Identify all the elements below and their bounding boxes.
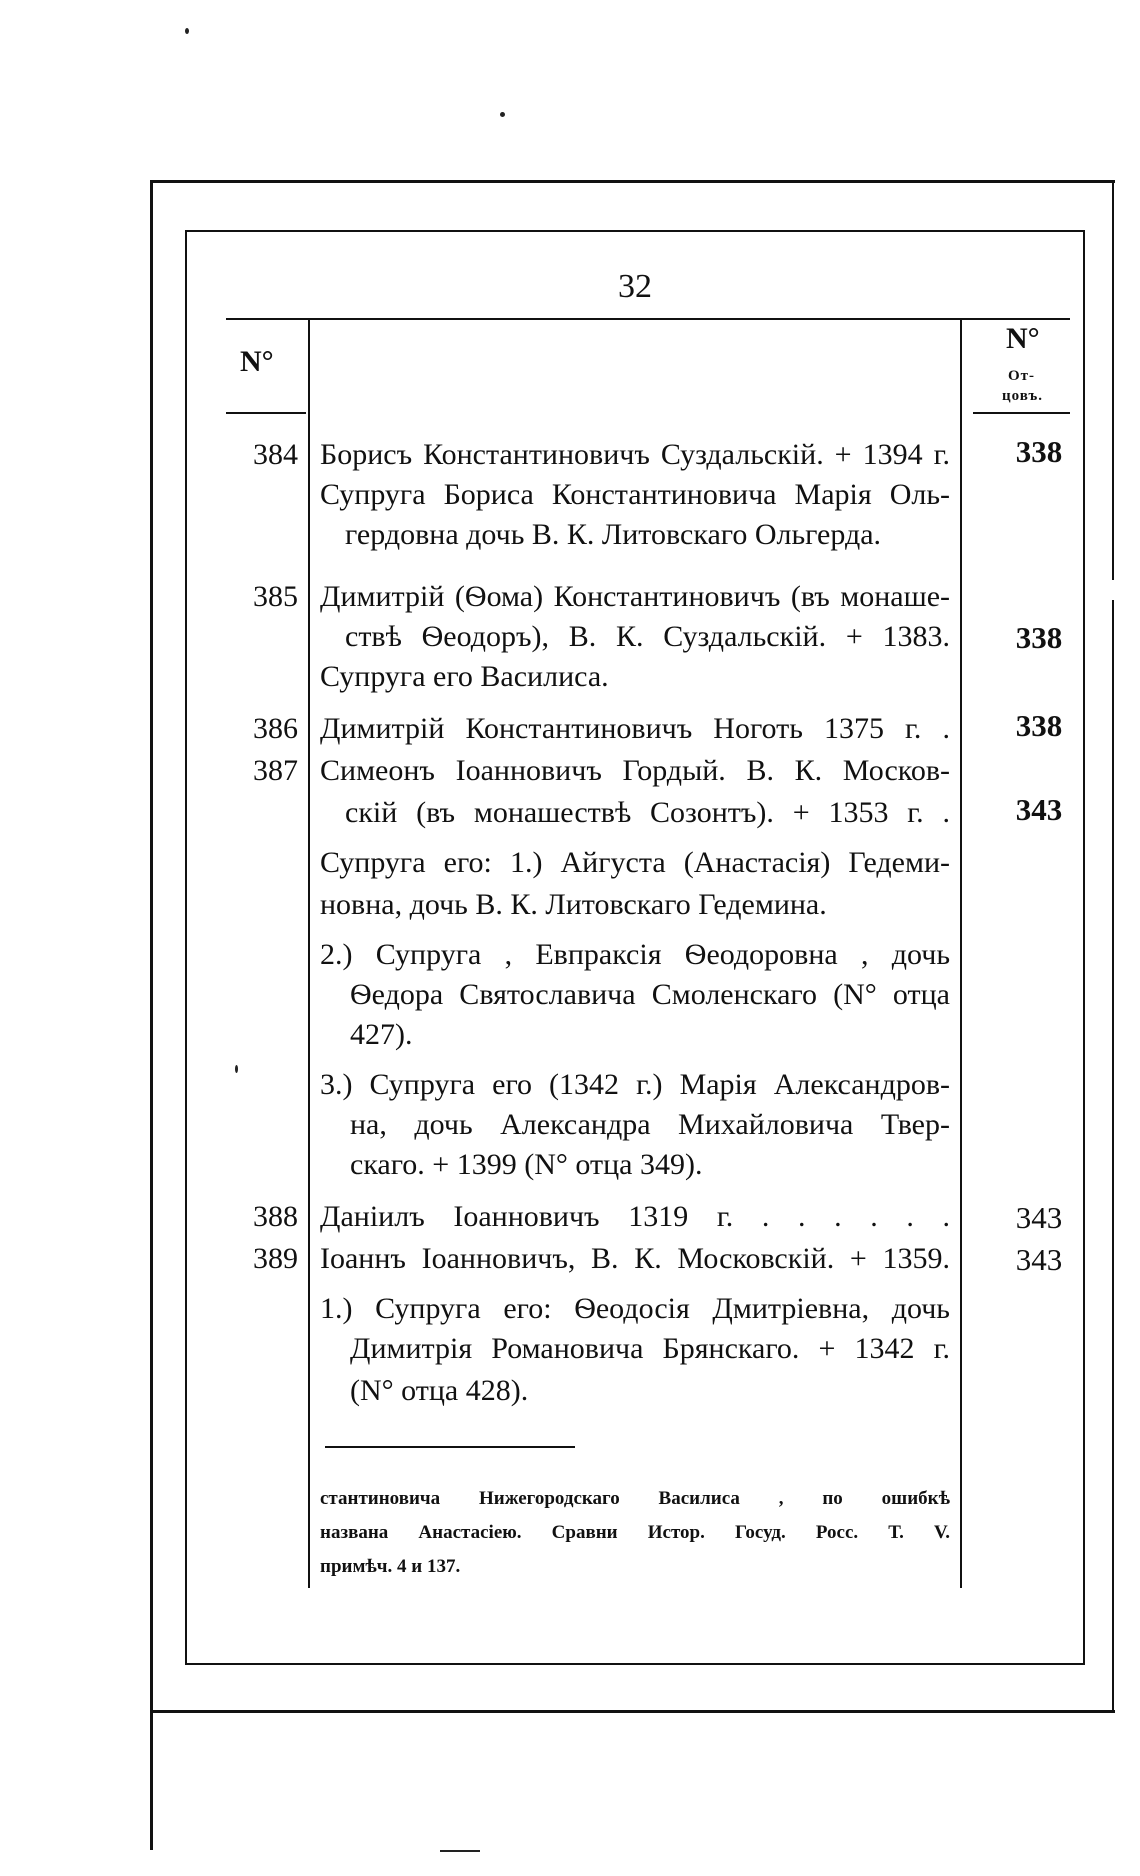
parent-column-header-sub: От- <box>1008 368 1036 384</box>
entry-text-line: ствѣ Ѳеодоръ), В. К. Суздальскій. + 1383. <box>345 620 950 653</box>
entry-text-line: Даніилъ Іоанновичъ 1319 г. . . . . . . <box>320 1200 950 1233</box>
outer-border-bottom <box>150 1710 1115 1713</box>
scan-speck <box>500 112 505 117</box>
parent-column-header: N° <box>1006 322 1040 355</box>
scan-speck <box>440 1850 480 1852</box>
header-underline-left <box>226 412 306 414</box>
outer-border-right <box>1112 600 1114 1710</box>
footnote-line: названа Анастасіею. Сравни Истор. Госуд. Росс. Т. V. <box>320 1522 950 1543</box>
entry-text-line: Симеонъ Іоанновичъ Гордый. В. К. Москов- <box>320 754 950 787</box>
scan-speck <box>235 1065 238 1073</box>
inner-border-top <box>185 230 1085 232</box>
parent-column-header-sub: цовъ. <box>1002 388 1043 404</box>
entry-text-line: Супруга его: 1.) Айгуста (Анастасія) Гедеми- <box>320 846 950 879</box>
parent-number: 343 <box>1015 792 1063 827</box>
scan-speck <box>185 28 189 34</box>
inner-border-left <box>185 230 187 1665</box>
entry-number: 385 <box>253 580 298 613</box>
entry-text-line: скій (въ монашествѣ Созонтъ). + 1353 г. . <box>345 796 950 829</box>
entry-number: 387 <box>253 754 298 787</box>
parent-number: 338 <box>1015 708 1063 743</box>
entry-number: 388 <box>253 1200 298 1233</box>
parent-number: 343 <box>1015 1242 1063 1277</box>
entry-text-line: Супруга его Василиса. <box>320 660 609 693</box>
number-column-header: N° <box>240 345 274 378</box>
parent-number: 338 <box>1015 434 1063 469</box>
entry-text-line: Димитрій (Ѳома) Константиновичъ (въ монаше- <box>320 580 950 613</box>
entry-text-line: (N° отца 428). <box>350 1374 529 1407</box>
entry-text-line: 427). <box>350 1018 413 1051</box>
page-number: 32 <box>618 268 652 305</box>
header-underline-right <box>973 412 1070 414</box>
footnote-line: примѣч. 4 и 137. <box>320 1556 461 1577</box>
entry-text-line: 3.) Супруга его (1342 г.) Марія Александров- <box>320 1068 950 1101</box>
header-rule <box>226 318 1070 320</box>
entry-text-line: гердовна дочь В. К. Литовскаго Ольгерда. <box>345 518 882 551</box>
entry-number: 384 <box>253 438 298 471</box>
entry-text-line: Іоаннъ Іоанновичъ, В. К. Московскій. + 1359. <box>320 1242 950 1275</box>
parent-number: 338 <box>1015 620 1063 655</box>
entry-text-line: Димитрій Константиновичъ Ноготь 1375 г. . <box>320 712 950 745</box>
entry-text-line: Димитрія Романовича Брянскаго. + 1342 г. <box>350 1332 950 1365</box>
inner-border-bottom <box>185 1663 1085 1665</box>
footnote-line: стантиновича Нижегородскаго Василиса , по ошибкѣ <box>320 1488 950 1509</box>
entry-text-line: Борисъ Константиновичъ Суздальскій. + 1394 г. <box>320 438 950 471</box>
footnote-separator <box>325 1446 575 1448</box>
entry-text-line: Ѳедора Святославича Смоленскаго (N° отца <box>350 978 950 1011</box>
column-divider-right <box>960 318 962 1588</box>
entry-text-line: Супруга Бориса Константиновича Марія Оль- <box>320 478 950 511</box>
outer-border-left <box>150 180 153 1850</box>
entry-text-line: новна, дочь В. К. Литовскаго Гедемина. <box>320 888 827 921</box>
entry-text-line: скаго. + 1399 (N° отца 349). <box>350 1148 703 1181</box>
entry-text-line: 2.) Супруга , Евпраксія Ѳеодоровна , дочь <box>320 938 950 971</box>
entry-number: 386 <box>253 712 298 745</box>
column-divider-left <box>308 318 310 1588</box>
outer-border-top <box>150 180 1115 183</box>
entry-text-line: 1.) Супруга его: Ѳеодосія Дмитріевна, дочь <box>320 1292 950 1325</box>
outer-border-right <box>1112 180 1114 580</box>
parent-number: 343 <box>1015 1200 1063 1235</box>
entry-number: 389 <box>253 1242 298 1275</box>
entry-text-line: на, дочь Александра Михайловича Твер- <box>350 1108 950 1141</box>
